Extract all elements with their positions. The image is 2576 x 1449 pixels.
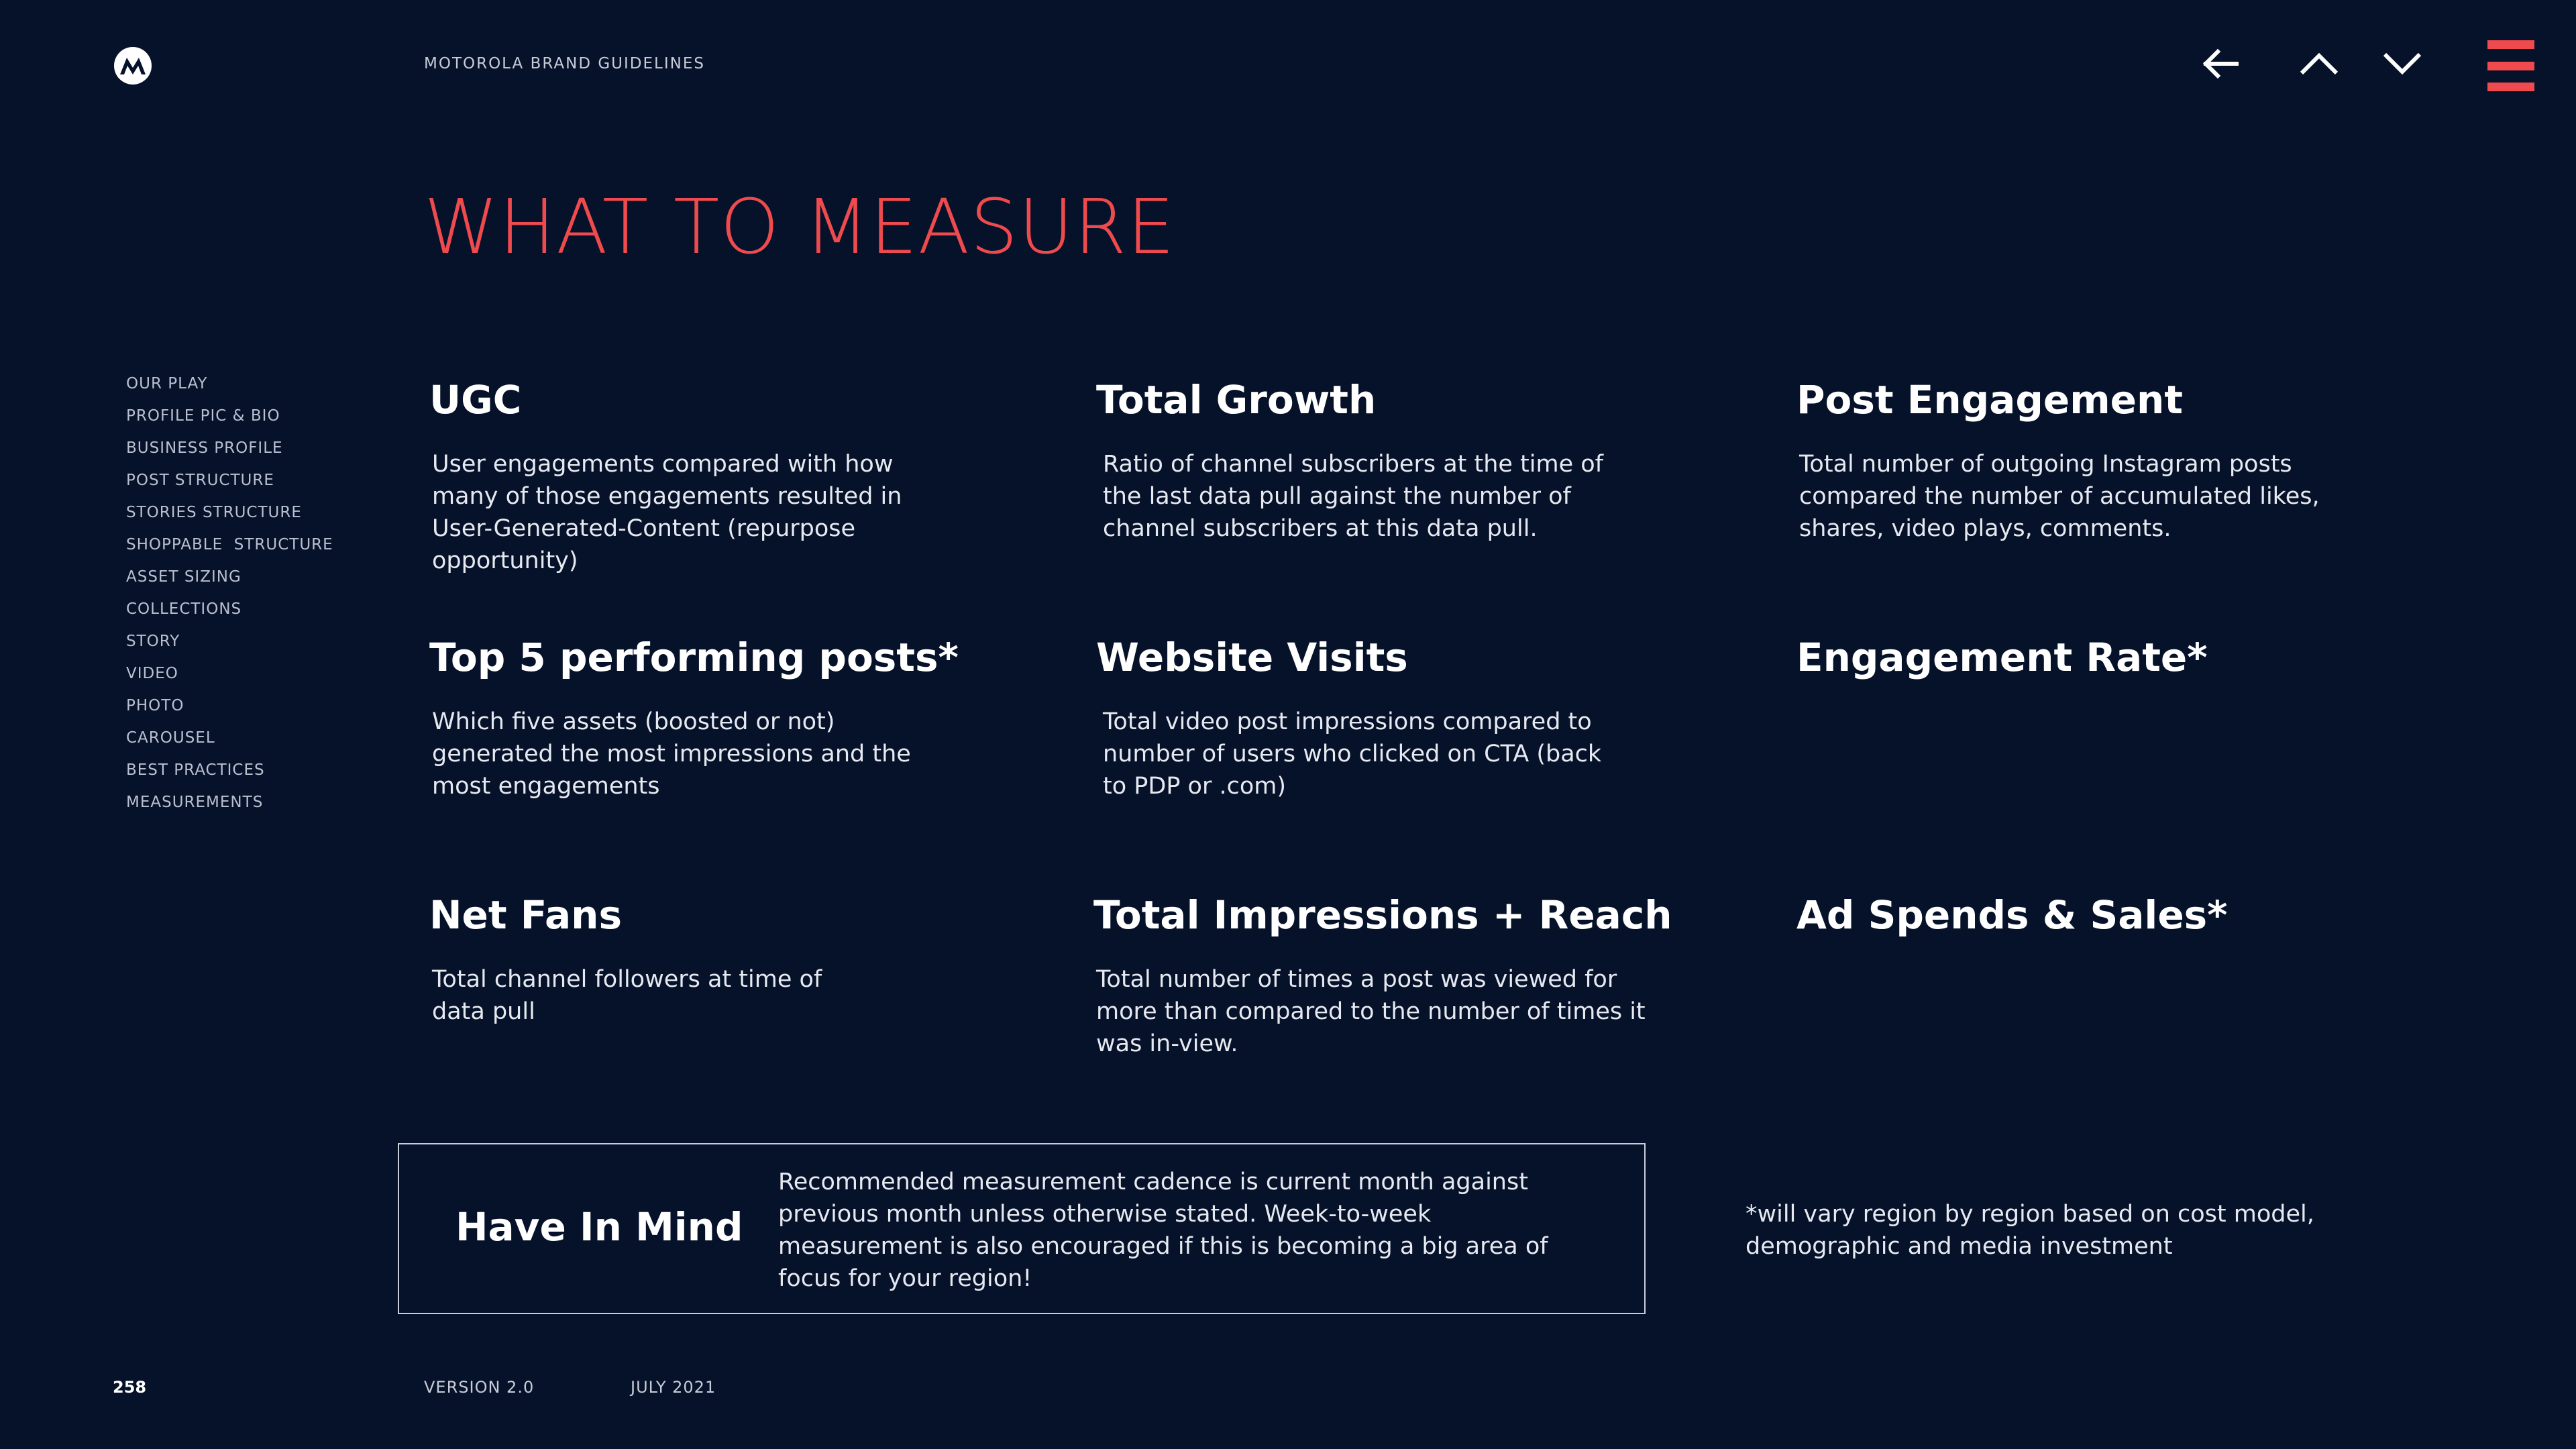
sidebar-item-our-play[interactable]: OUR PLAY [126,375,208,392]
metric-website-visits [1096,635,1660,802]
sidebar-item-post-structure[interactable]: POST STRUCTURE [126,472,274,489]
menu-bar [2487,83,2534,91]
arrow-left-icon [2200,47,2241,80]
metric-description: Total number of outgoing Instagram posts compared the number of accumulated likes, shares, video plays, comments. [1799,450,2320,542]
metric-ad-spends-sales [1796,892,2360,939]
sidebar-item-story[interactable]: STORY [126,633,180,650]
metric-title: Post Engagement [1796,377,2184,423]
have-in-mind-text: Recommended measurement cadence is current month against previous month unless otherwise stated. Week-to-week measurement is also encouraged if this is becoming a big area of focus for your region! [778,1169,1548,1292]
metric-title: Ad Spends & Sales* [1796,892,2228,938]
metric-description: Which five assets (boosted or not) generated the most impressions and the most engagements [432,708,911,800]
sidebar-item-business-profile[interactable]: BUSINESS PROFILE [126,439,283,457]
page-title: WHAT TO MEASURE [424,184,1175,271]
menu-bar [2487,62,2534,70]
previous-page-button[interactable] [2296,40,2343,87]
have-in-mind-title: Have In Mind [455,1204,743,1250]
metric-description: User engagements compared with how many of those engagements resulted in User-Generated-Content (repurpose opportunity) [432,450,902,574]
metric-top-5-posts [429,635,993,802]
footnote: *will vary region by region based on cost model, demographic and media investment [1746,1201,2314,1260]
next-page-button[interactable] [2379,40,2426,87]
sidebar-nav [126,368,333,818]
chevron-down-icon [2381,50,2424,77]
chevron-up-icon [2298,50,2341,77]
sidebar-item-stories-structure[interactable]: STORIES STRUCTURE [126,504,302,521]
metric-description: Ratio of channel subscribers at the time of the last data pull against the number of channel subscribers at this data pull. [1103,450,1603,542]
page-number: 258 [113,1378,147,1397]
sidebar-item-photo[interactable]: PHOTO [126,697,184,714]
brand-name: MOTOROLA BRAND GUIDELINES [424,55,705,72]
metric-title: Net Fans [429,892,622,938]
metric-total-impressions-reach [1093,892,1672,1060]
motorola-logo[interactable] [114,47,152,85]
metric-description: Total number of times a post was viewed for more than compared to the number of times it was in-view. [1096,965,1646,1057]
menu-bar [2487,40,2534,49]
metric-title: Total Growth [1096,377,1377,423]
sidebar-item-carousel[interactable]: CAROUSEL [126,729,215,747]
sidebar-item-best-practices[interactable]: BEST PRACTICES [126,761,265,779]
sidebar-item-shoppable-structure[interactable]: SHOPPABLE STRUCTURE [126,536,333,553]
metric-description: Total channel followers at time of data pull [432,965,822,1025]
metric-ugc [429,377,993,577]
metric-title: Top 5 performing posts* [429,635,959,680]
metric-net-fans [429,892,993,1028]
sidebar-item-asset-sizing[interactable]: ASSET SIZING [126,568,241,586]
metric-title: Website Visits [1096,635,1408,680]
sidebar-item-profile-pic-bio[interactable]: PROFILE PIC & BIO [126,407,280,425]
metric-title: Engagement Rate* [1796,635,2208,680]
back-button[interactable] [2197,40,2244,87]
date-label: JULY 2021 [631,1378,716,1397]
version-label: VERSION 2.0 [424,1378,535,1397]
metric-engagement-rate [1796,635,2360,682]
sidebar-item-video[interactable]: VIDEO [126,665,178,682]
metric-title: Total Impressions + Reach [1093,892,1672,938]
metric-title: UGC [429,377,522,423]
hamburger-menu-icon[interactable] [2487,40,2534,91]
metric-total-growth [1096,377,1660,545]
metric-post-engagement [1796,377,2360,545]
sidebar-item-collections[interactable]: COLLECTIONS [126,600,242,618]
metric-description: Total video post impressions compared to number of users who clicked on CTA (back to PDP or .com) [1103,708,1602,800]
sidebar-item-measurements[interactable]: MEASUREMENTS [126,794,264,811]
motorola-batwing-icon [118,54,148,77]
